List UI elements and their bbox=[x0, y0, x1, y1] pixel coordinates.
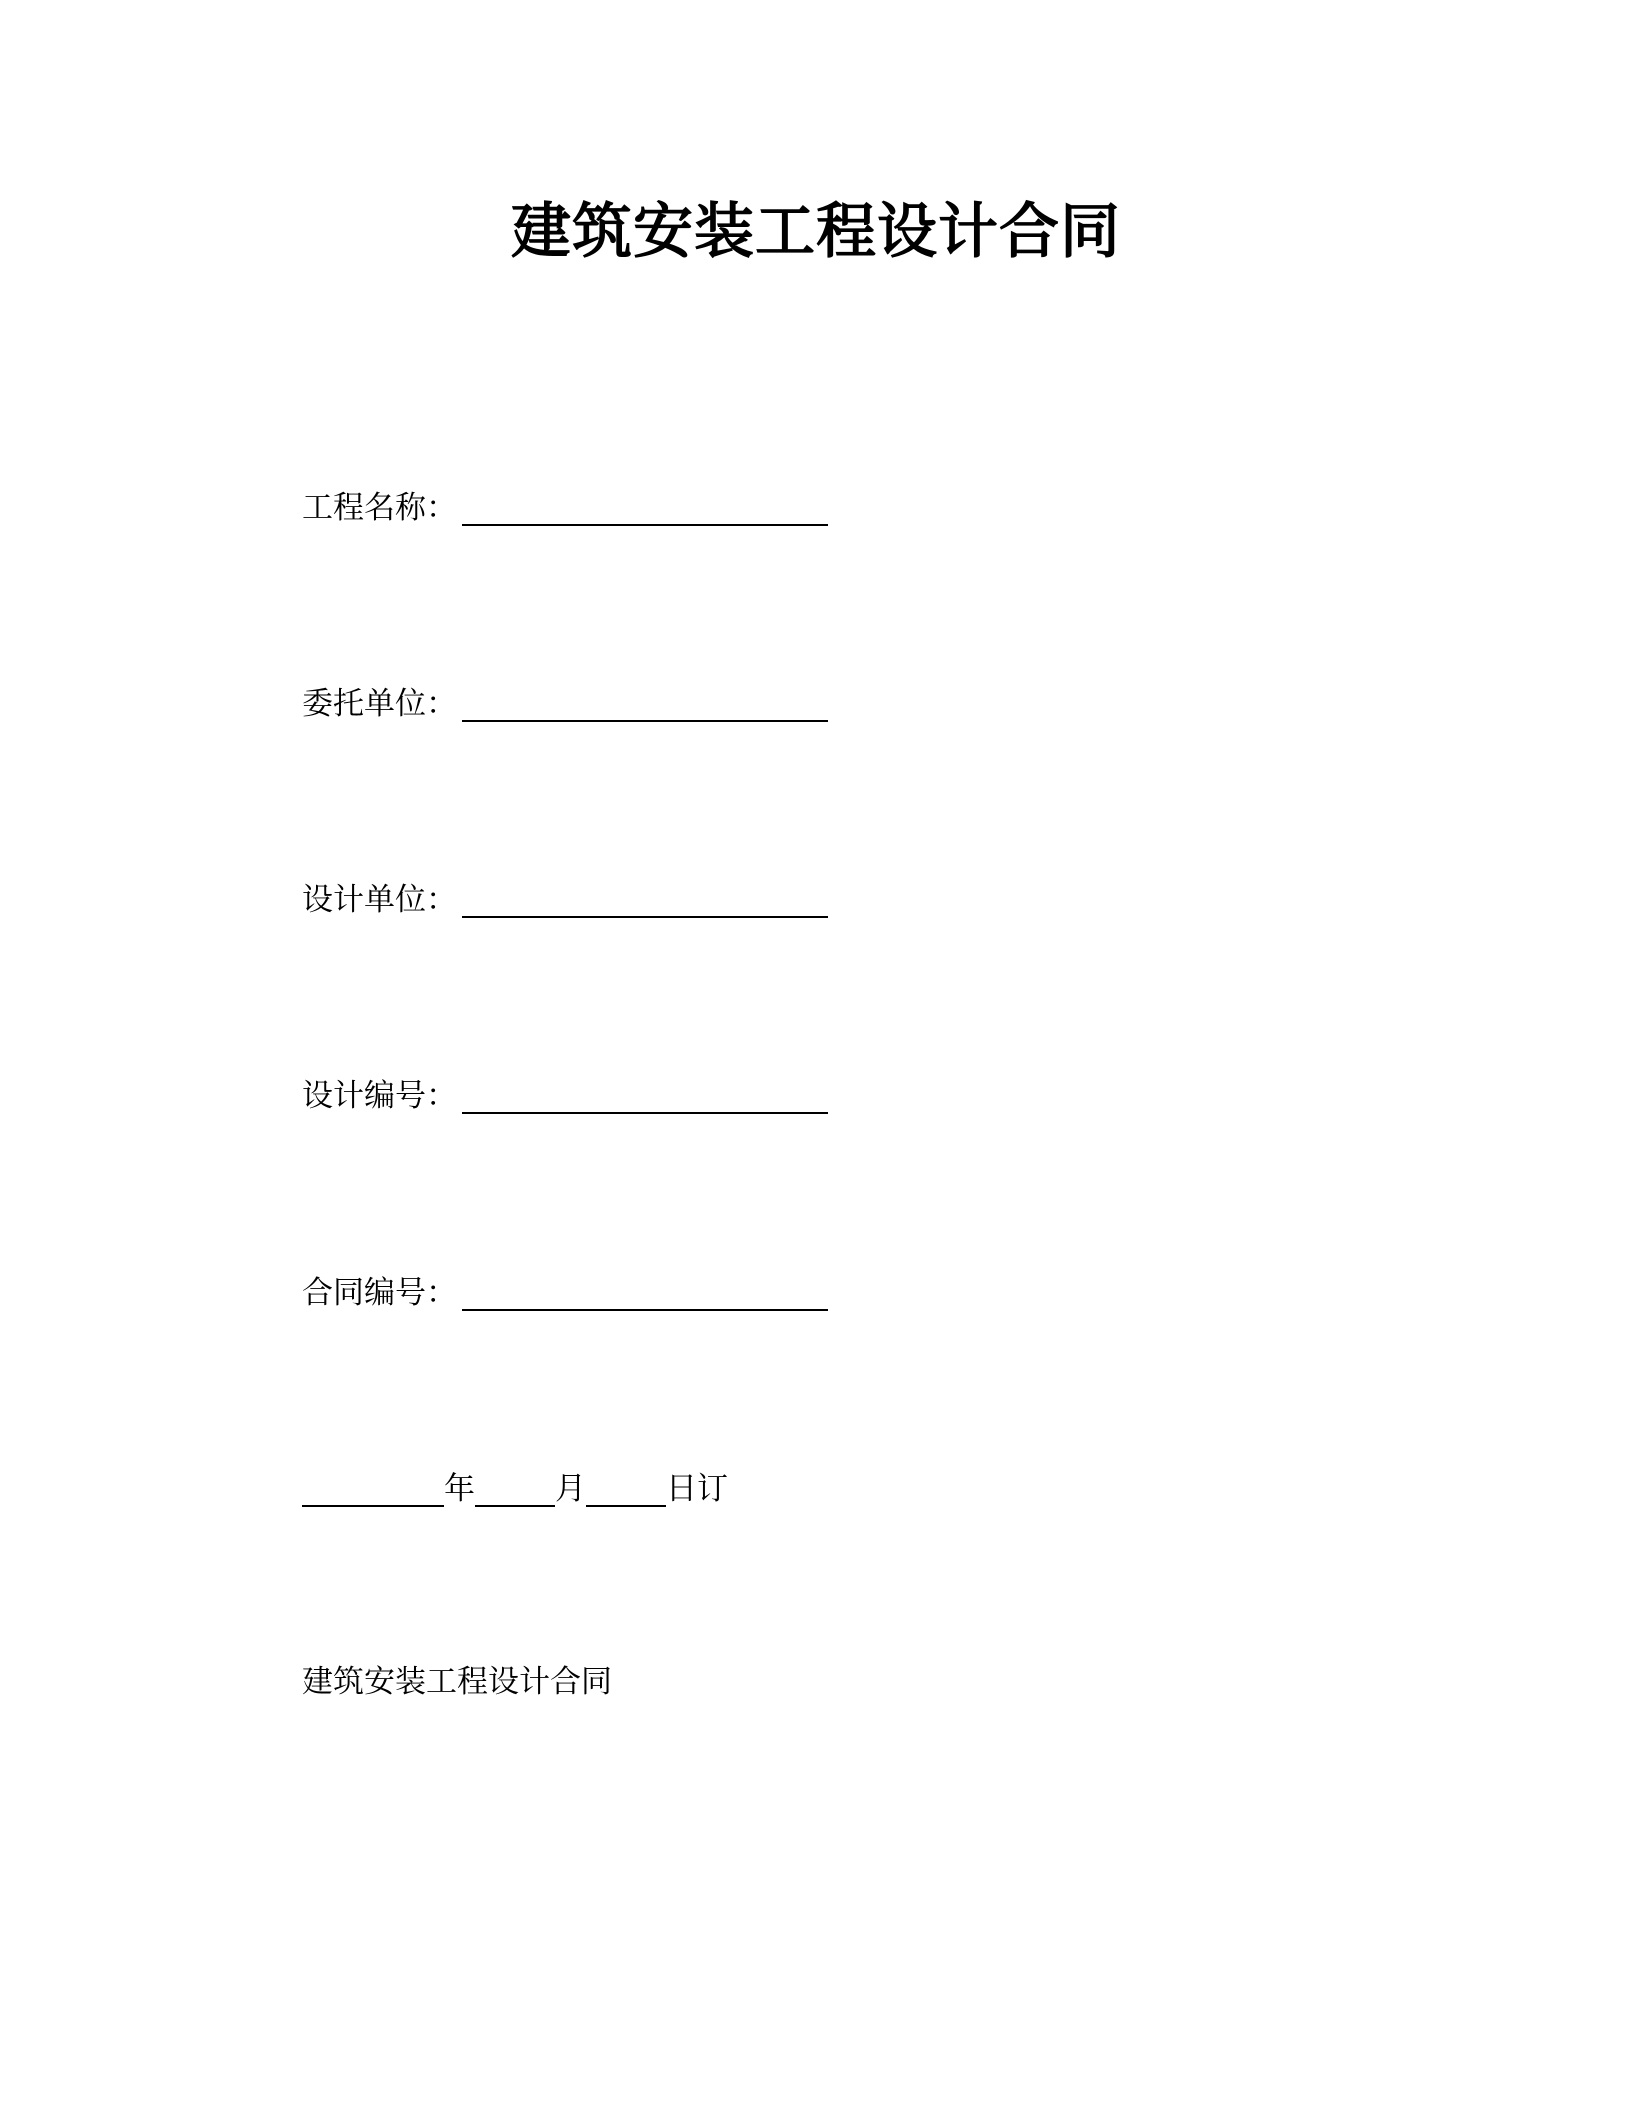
contract-body-heading: 建筑安装工程设计合同 bbox=[302, 1664, 612, 1700]
signing-date-row bbox=[302, 1465, 728, 1509]
contract-number-label: 合同编号： bbox=[302, 1275, 457, 1311]
client-unit-blank[interactable] bbox=[462, 720, 828, 722]
design-unit-field bbox=[302, 876, 828, 920]
design-number-label: 设计编号： bbox=[302, 1078, 457, 1114]
month-blank[interactable] bbox=[475, 1505, 555, 1507]
day-blank[interactable] bbox=[586, 1505, 666, 1507]
document-title: 建筑安装工程设计合同 bbox=[511, 197, 1121, 267]
year-unit: 年 bbox=[444, 1471, 475, 1507]
design-unit-blank[interactable] bbox=[462, 916, 828, 918]
design-unit-label: 设计单位： bbox=[302, 882, 457, 918]
year-blank[interactable] bbox=[302, 1505, 444, 1507]
design-number-field bbox=[302, 1072, 828, 1116]
project-name-field bbox=[302, 484, 828, 528]
contract-number-field bbox=[302, 1269, 828, 1313]
design-number-blank[interactable] bbox=[462, 1112, 828, 1114]
project-name-blank[interactable] bbox=[462, 524, 828, 526]
client-unit-label: 委托单位： bbox=[302, 686, 457, 722]
month-unit: 月 bbox=[555, 1471, 586, 1507]
day-unit: 日订 bbox=[666, 1471, 728, 1507]
client-unit-field bbox=[302, 680, 828, 724]
project-name-label: 工程名称： bbox=[302, 490, 457, 526]
contract-number-blank[interactable] bbox=[462, 1309, 828, 1311]
